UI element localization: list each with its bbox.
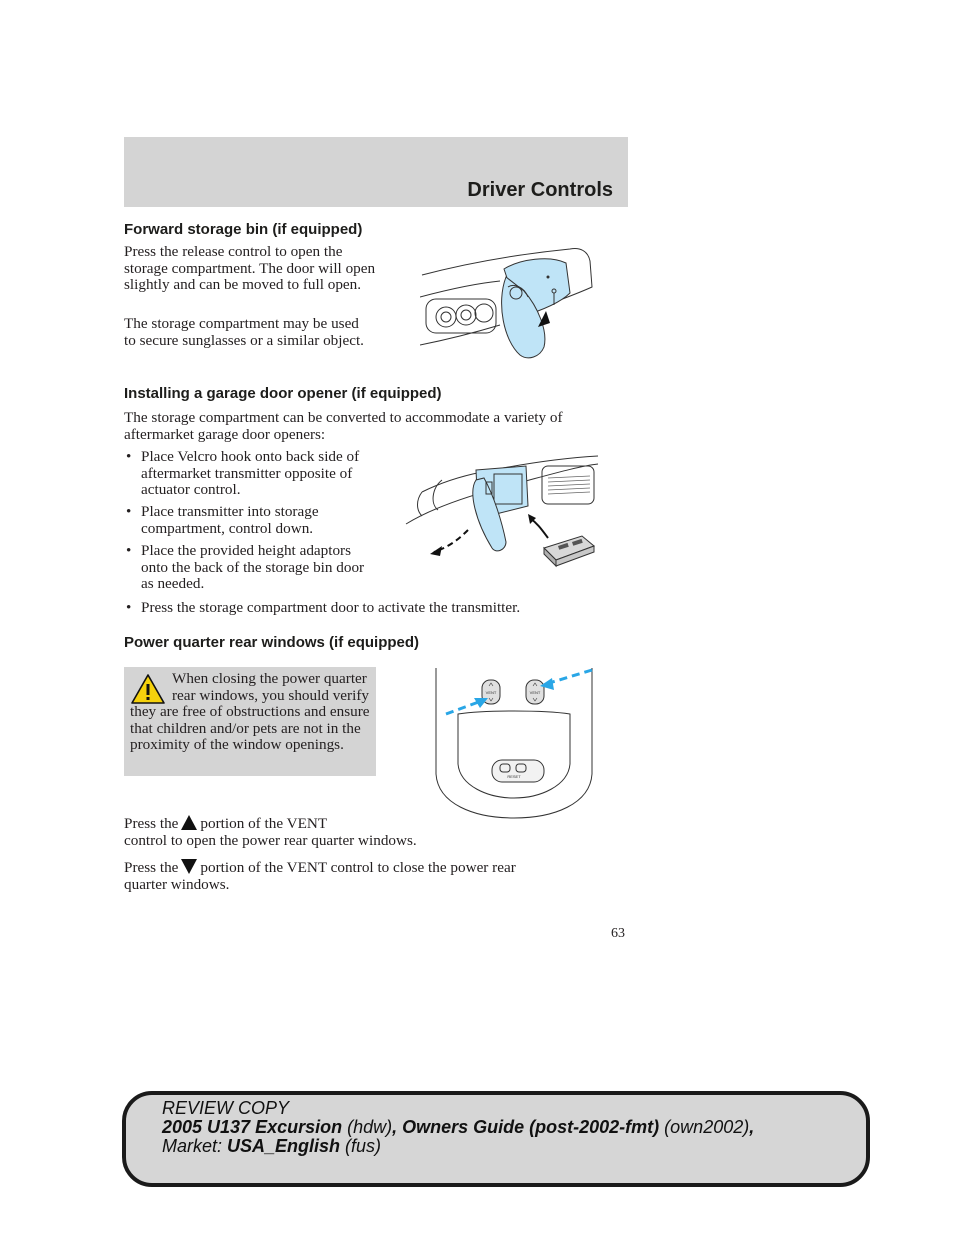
header-band	[124, 137, 628, 207]
paragraph: Press the release control to open the storage compartment. The door will open slightly and can be moved to full open.	[124, 243, 376, 293]
triangle-up-icon	[181, 815, 197, 830]
list-item: • Place the provided height adaptors onto the back of the storage bin door as needed.	[124, 543, 377, 593]
list-item: • Place transmitter into storage compartment, control down.	[124, 504, 377, 537]
vent-open-instruction: Press the portion of the VENT control to open the power rear quarter windows.	[124, 815, 417, 849]
page-title: Driver Controls	[467, 179, 613, 201]
paragraph: The storage compartment may be used to secure sunglasses or a similar object.	[124, 315, 364, 349]
vent-label: VENT	[529, 690, 541, 695]
overhead-console-illustration	[434, 664, 596, 822]
page-number: 63	[611, 926, 625, 941]
section-heading-quarter-windows: Power quarter rear windows (if equipped)	[124, 634, 420, 651]
section-heading-storage-bin: Forward storage bin (if equipped)	[124, 221, 363, 238]
section-heading-garage-opener: Installing a garage door opener (if equipped)	[124, 385, 442, 402]
vent-close-instruction: Press the portion of the VENT control to close the power rear quarter windows.	[124, 859, 516, 893]
triangle-down-icon	[181, 859, 197, 874]
warning-text: When closing the power quarter rear windows, you should verify they are free of obstructions and ensure that children and/or pets are not in the proximity of the window openings.	[130, 670, 370, 753]
paragraph: The storage compartment can be converted to accommodate a variety of aftermarket garage door openers:	[124, 409, 563, 443]
garage-opener-illustration	[402, 452, 602, 570]
vent-label: VENT	[485, 690, 497, 695]
storage-bin-illustration	[420, 247, 598, 369]
warning-box	[124, 667, 376, 776]
review-footer	[122, 1091, 870, 1187]
footer-text: REVIEW COPY 2005 U137 Excursion (hdw), Owners Guide (post-2002-fmt) (own2002), Market: USA_English (fus)	[162, 1098, 755, 1156]
list-item: • Press the storage compartment door to activate the transmitter.	[124, 600, 645, 617]
list-item: • Place Velcro hook onto back side of aftermarket transmitter opposite of actuator control.	[124, 449, 377, 499]
reset-label: RESET	[507, 774, 521, 779]
